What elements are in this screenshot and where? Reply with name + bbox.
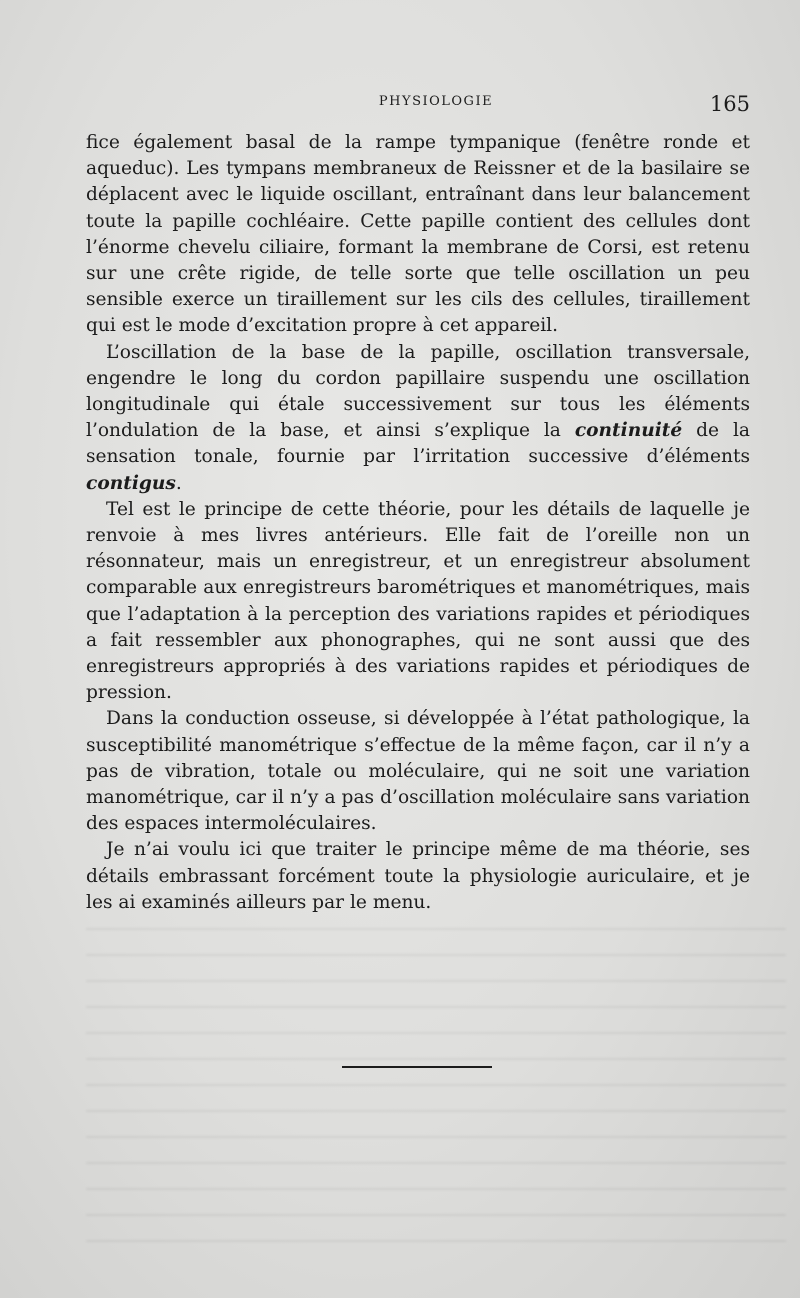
paragraph-2-text-b: de la sensation tonale, fournie par l’irritation successive d’éléments [86,420,750,468]
page-number: 165 [709,92,750,116]
paragraph-5 [86,837,750,916]
bleed-through-shadow [86,910,786,1250]
paragraph-3-text: Tel est le principe de cette théorie, pour les détails de laquelle je renvoie à mes livres antérieurs. Elle fait de l’oreille non un résonnateur, mais un enregistreur, et un enregistreur absolument comparable aux enregistreurs barométriques et manométriques, mais que l’adaptation à la perception des variations rapides et périodiques a fait ressembler aux phonographes, qui ne sont aussi que des enregistreurs appropriés à des variations rapides et périodiques de pression. [86,498,750,704]
italic-term-contigus: contigus [86,472,176,494]
paragraph-3 [86,497,750,707]
paragraph-1 [86,130,750,340]
running-title: PHYSIOLOGIE [378,94,494,109]
paragraph-5-text: Je n’ai voulu ici que traiter le principe même de ma théorie, ses détails embrassant forcément toute la physiologie auriculaire, et je les ai examinés ailleurs par le menu. [86,839,750,913]
italic-term-continuite: continuité [574,420,683,442]
paragraph-4 [86,706,750,837]
paragraph-4-text: Dans la conduction osseuse, si développée à l’état pathologique, la susceptibilité manométrique s’effectue de la même façon, car il n’y a pas de vibration, totale ou moléculaire, qui ne soit une variation manométrique, car il n’y a pas d’oscillation moléculaire sans variation des espaces intermoléculaires. [86,708,750,835]
running-head [86,92,750,116]
paragraph-2-text-c: . [175,472,182,494]
paragraph-2-text-a: L’oscillation de la base de la papille, oscillation transversale, engendre le long du cordon papillaire suspendu une oscillation longitudinale qui étale successivement sur tous les éléments l’ondulation de la base, et ainsi s’explique la [86,341,750,442]
section-end-rule [342,1066,492,1068]
paragraph-1-text: fice également basal de la rampe tympanique (fenêtre ronde et aqueduc). Les tympans membraneux de Reissner et de la basilaire se déplacent avec le liquide oscillant, entraînant dans leur balancement toute la papille cochléaire. Cette papille contient des cellules dont l’énorme chevelu ciliaire, formant la membrane de Corsi, est retenu sur une crête rigide, de telle sorte que telle oscillation un peu sensible exerce un tiraillement sur les cils des cellules, tiraillement qui est le mode d’excitation propre à cet appareil. [86,132,750,337]
body-text [86,130,750,916]
paragraph-2 [86,340,750,497]
